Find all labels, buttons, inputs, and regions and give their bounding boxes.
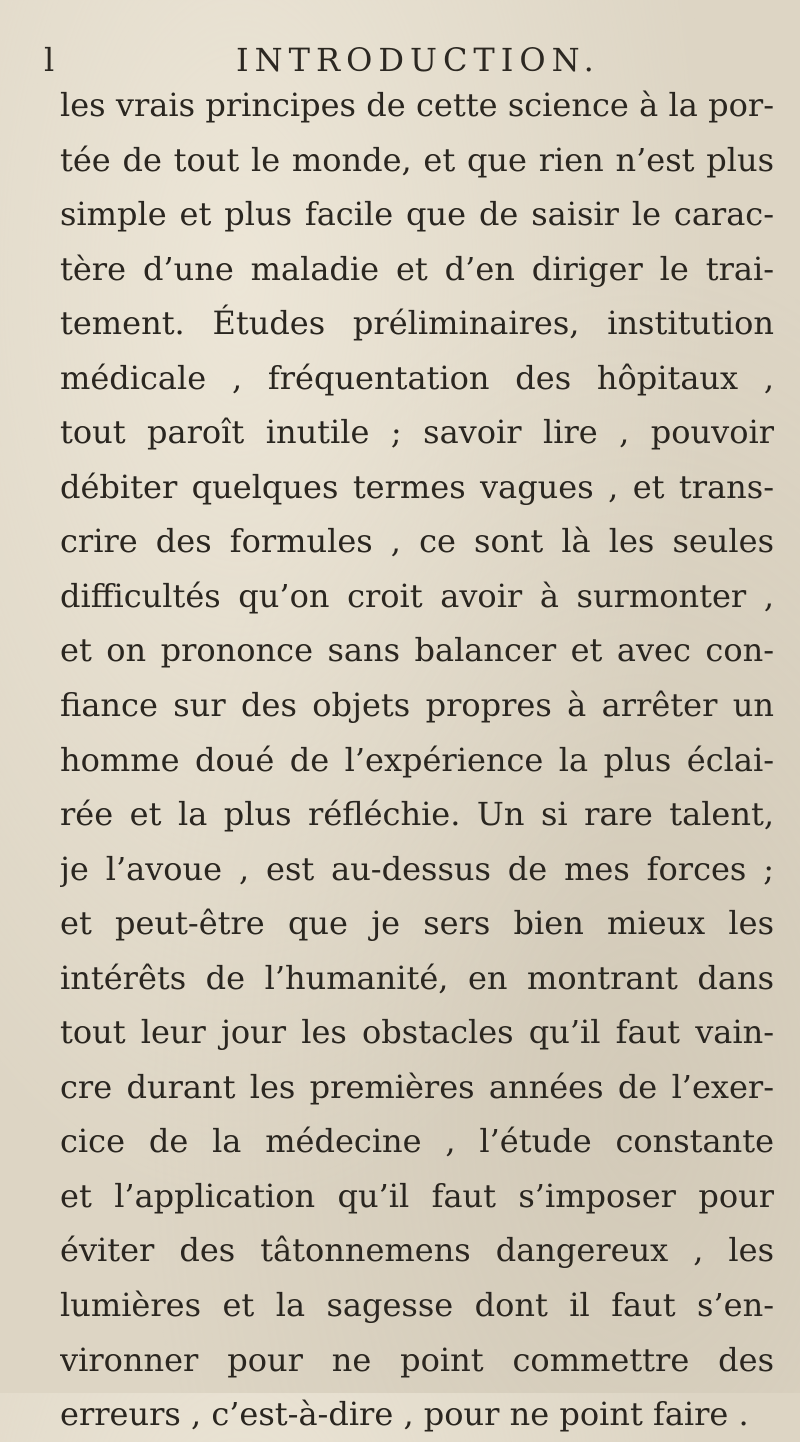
text-line: simple et plus facile que de saisir le carac- xyxy=(60,195,774,234)
text-line: je l’avoue , est au-dessus de mes forces ; xyxy=(60,849,774,888)
text-line: tout paroît inutile ; savoir lire , pouvoir xyxy=(60,413,774,452)
text-line: erreurs , c’est-à-dire , pour ne point faire . xyxy=(60,1395,749,1434)
page-number: l xyxy=(44,41,55,79)
text-line: lumières et la sagesse dont il faut s’en- xyxy=(60,1286,774,1325)
text-line: rée et la plus réfléchie. Un si rare talent, xyxy=(60,795,774,834)
text-line: fiance sur des objets propres à arrêter un xyxy=(60,686,774,725)
text-line: vironner pour ne point commettre des xyxy=(60,1340,774,1379)
text-line: intérêts de l’humanité, en montrant dans xyxy=(60,958,774,997)
text-line: difficultés qu’on croit avoir à surmonter , xyxy=(60,576,774,615)
text-line: tée de tout le monde, et que rien n’est plus xyxy=(60,140,774,179)
text-line: médicale , fréquentation des hôpitaux , xyxy=(60,358,774,397)
text-line: cice de la médecine , l’étude constante xyxy=(60,1122,774,1161)
text-line: et l’application qu’il faut s’imposer pour xyxy=(60,1176,774,1215)
text-line: éviter des tâtonnemens dangereux , les xyxy=(60,1231,774,1270)
text-line: crire des formules , ce sont là les seules xyxy=(60,522,774,561)
text-line: débiter quelques termes vagues , et trans- xyxy=(60,467,774,506)
running-head: INTRODUCTION. xyxy=(236,41,600,79)
text-line: homme doué de l’expérience la plus éclai- xyxy=(60,740,774,779)
text-line: les vrais principes de cette science à la por- xyxy=(60,86,774,124)
text-line: et on prononce sans balancer et avec con- xyxy=(60,631,774,670)
text-line: et peut-être que je sers bien mieux les xyxy=(60,904,774,943)
text-line: tère d’une maladie et d’en diriger le trai- xyxy=(60,249,774,288)
text-line: tout leur jour les obstacles qu’il faut vain- xyxy=(60,1013,774,1052)
text-line: tement. Études préliminaires, institution xyxy=(60,304,774,343)
page-header xyxy=(0,40,800,80)
text-line: cre durant les premières années de l’exer- xyxy=(60,1067,774,1106)
body-text xyxy=(60,78,774,1442)
